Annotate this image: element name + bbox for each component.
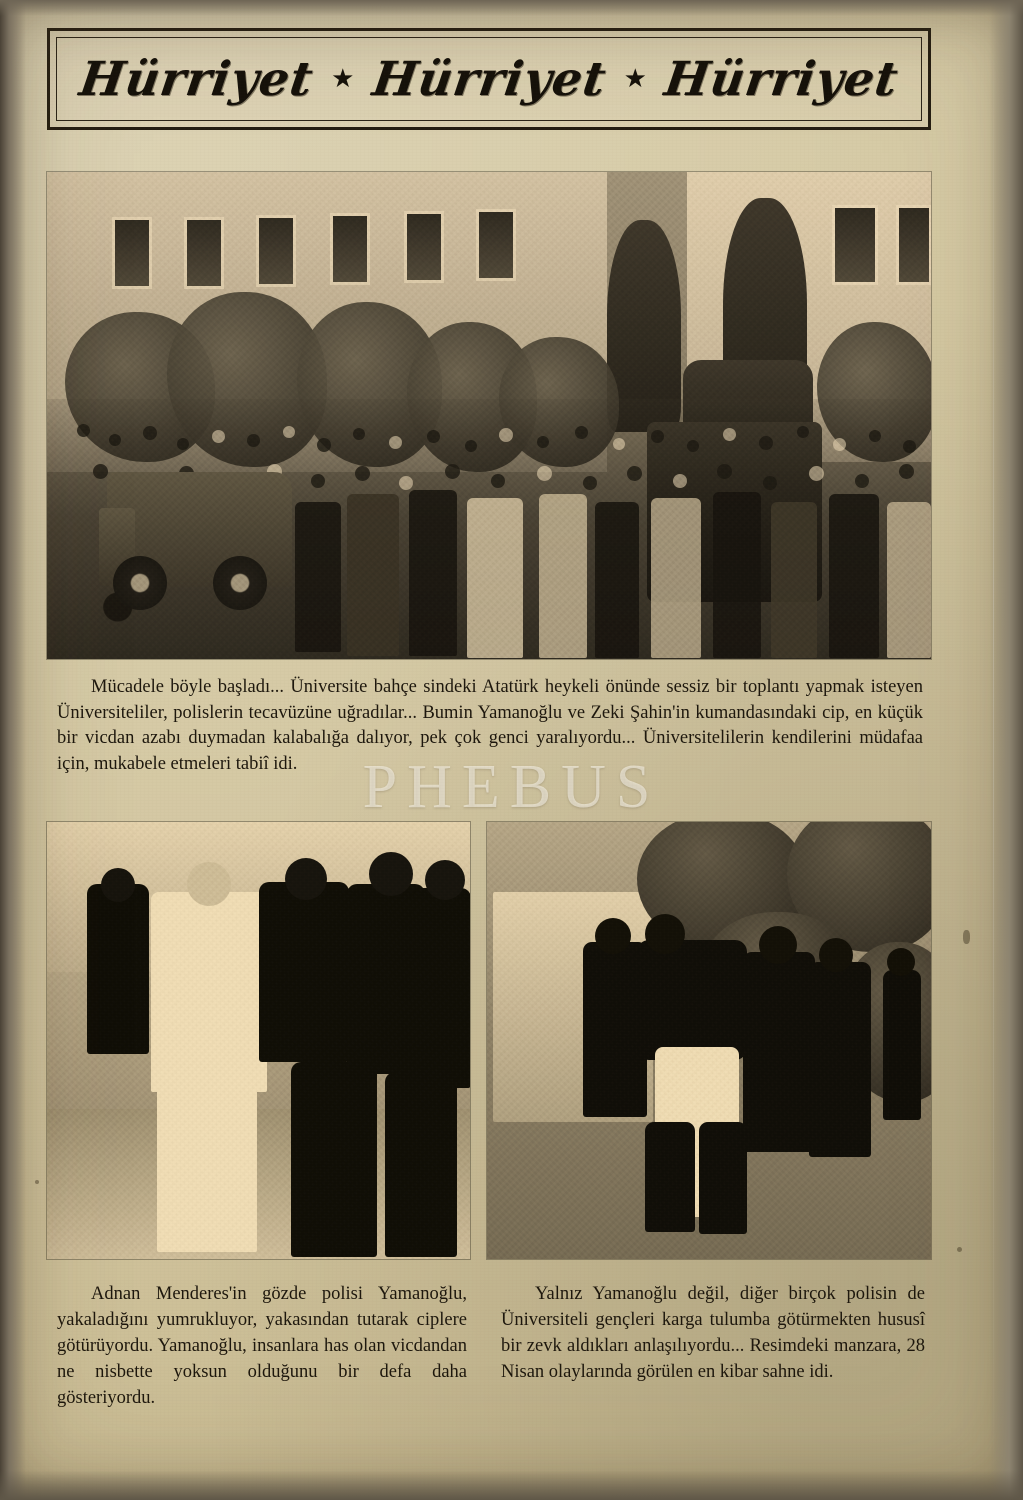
star-icon-1: ★ [331,64,355,93]
masthead-title-3: Hürriyet [661,51,902,107]
bottom-left-photo [47,822,470,1259]
page-crease [993,0,994,1500]
scan-speck [957,1247,962,1252]
star-icon-2: ★ [623,64,647,93]
page-edge-bottom [0,1470,1023,1500]
bottom-right-photo [487,822,931,1259]
bottom-right-photo-grain [487,822,931,1259]
main-photo-grain [47,172,931,659]
page-edge-top [0,0,1023,16]
masthead-inner-frame [56,37,922,121]
scan-speck [35,1180,39,1184]
bottom-left-photo-caption: Adnan Menderes'in gözde polisi Yamanoğlu, yakaladığını yumrukluyor, yakasından tutarak ciplere götürüyordu. Yamanoğlu, insanlara has olan vicdandan ne nisbette yoksun olduğunu bir defa daha gösteriyordu. [57,1284,467,1408]
main-photo [47,172,931,659]
masthead-title-1: Hürriyet [76,51,317,107]
masthead [47,28,931,130]
watermark-phebus: PHEBUS [362,753,661,821]
main-photo-caption: Mücadele böyle başladı... Üniversite bahçe sindeki Atatürk heykeli önünde sessiz bir toplantı yapmak isteyen Üniversiteliler, polislerin tecavüzüne uğradılar... Bumin Yamanoğlu ve Zeki Şahin'in kumandasındaki cip, en küçük bir vicdan azabı duymadan kalabalığa dalıyor, pek çok genci yaralıyordu... Üniversitelilerin kendilerini müdafaa için, mukabele etmeleri tabiî idi. [57,677,923,774]
page-edge-right [989,0,1023,1500]
scan-speck [963,930,970,944]
masthead-title-2: Hürriyet [368,51,610,107]
page-edge-left [0,0,26,1500]
bottom-right-photo-caption: Yalnız Yamanoğlu değil, diğer birçok polisin de Üniversiteli gençleri karga tulumba götürmekten hususî bir zevk aldıkları anlaşılıyordu... Resimdeki manzara, 28 Nisan olaylarında görülen en kibar sahne idi. [501,1284,925,1382]
bottom-left-photo-grain [47,822,470,1259]
